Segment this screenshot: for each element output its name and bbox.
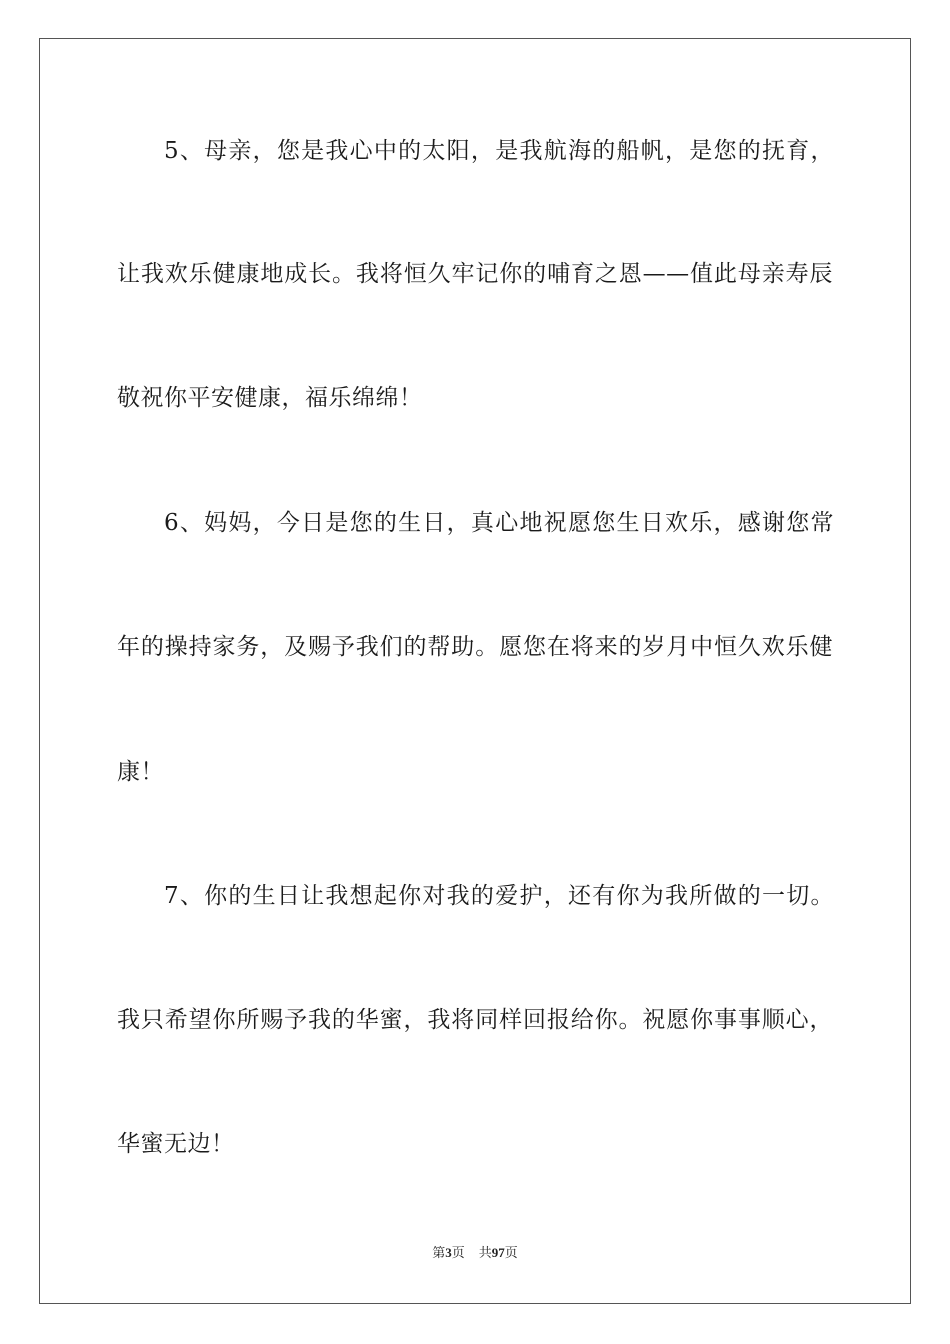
paragraph-5-line-2: 让我欢乐健康地成长。我将恒久牢记你的哺育之恩——值此母亲寿辰 [117,261,833,287]
paragraph-5-line-3: 敬祝你平安健康，福乐绵绵！ [117,385,423,411]
total-suffix: 页 [504,1246,518,1261]
paragraph-6-line-1: 6、妈妈，今日是您的生日，真心地祝愿您生日欢乐，感谢您常 [164,510,834,536]
page-suffix: 页 [451,1246,465,1261]
page-number: 3 [445,1245,452,1260]
paragraph-7-line-2: 我只希望你所赐予我的华蜜，我将同样回报给你。祝愿你事事顺心， [117,1007,833,1033]
paragraph-6-line-2: 年的操持家务，及赐予我们的帮助。愿您在将来的岁月中恒久欢乐健 [117,634,833,660]
paragraph-6-line-3: 康！ [117,759,164,785]
page-prefix: 第 [432,1246,446,1261]
paragraph-7-line-1: 7、你的生日让我想起你对我的爱护，还有你为我所做的一切。 [164,883,834,909]
page-footer [0,1244,950,1263]
paragraph-5-line-1: 5、母亲，您是我心中的太阳，是我航海的船帆，是您的抚育， [164,138,834,164]
total-prefix: 共 [478,1246,492,1261]
paragraph-7-line-3: 华蜜无边！ [117,1131,235,1157]
page-border [39,38,911,1304]
total-pages: 97 [491,1245,505,1260]
